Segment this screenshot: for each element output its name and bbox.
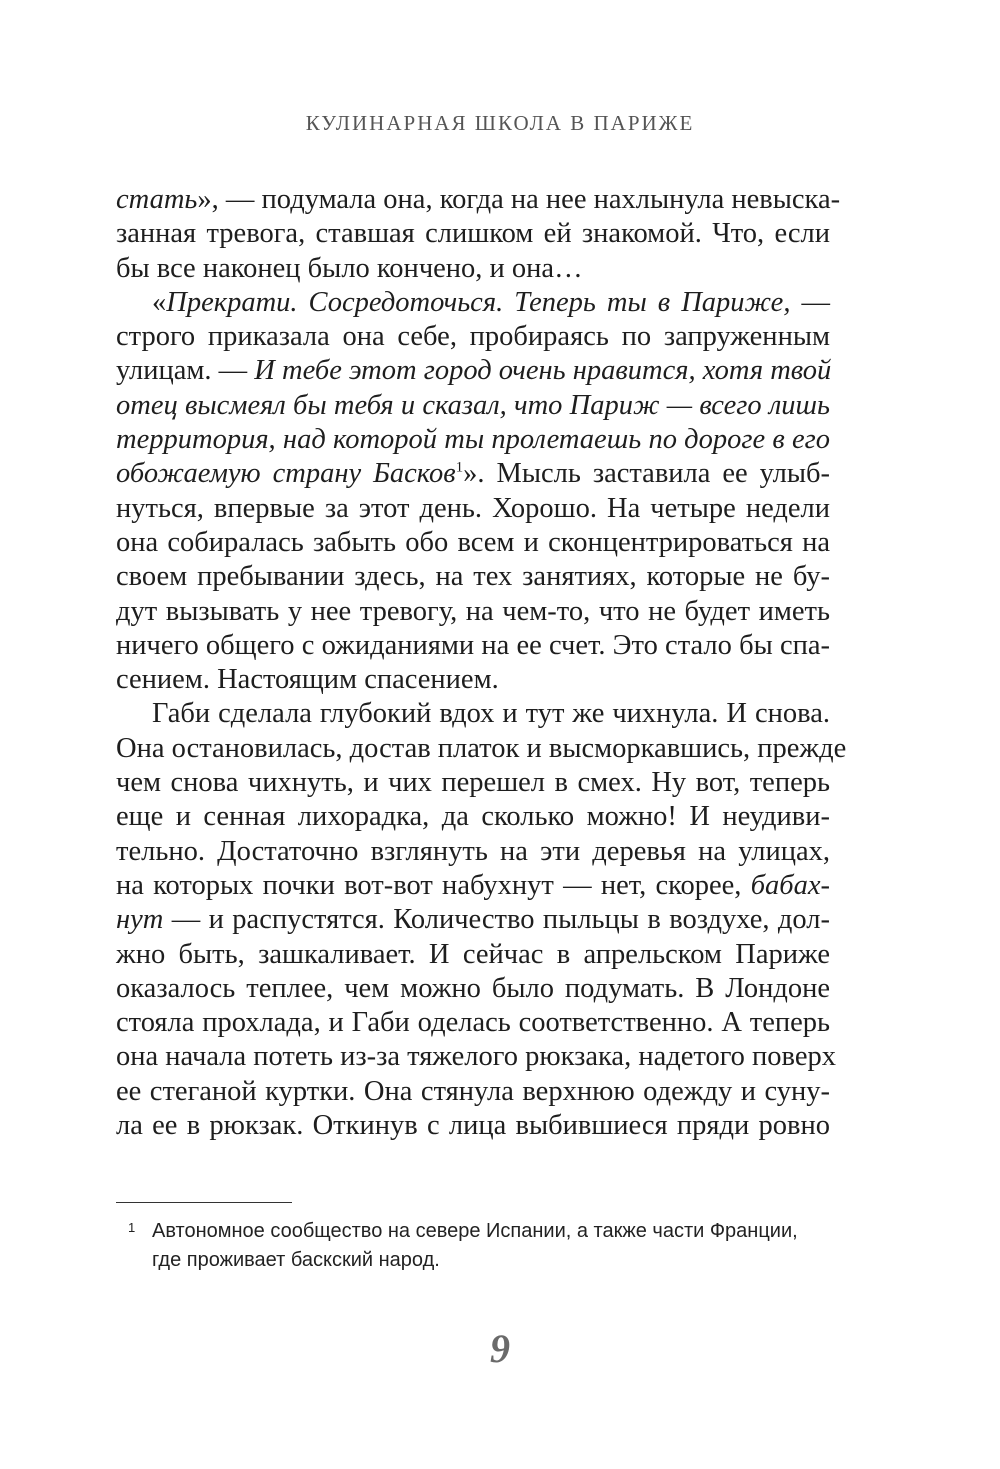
text-italic: бабах- bbox=[750, 869, 830, 901]
text-line bbox=[116, 423, 830, 457]
text-line: бы все наконец было кончено, и она… bbox=[116, 252, 583, 284]
text-line: стояла прохлада, и Габи оделась соответственно. А теперь bbox=[116, 1007, 830, 1039]
running-head: КУЛИНАРНАЯ ШКОЛА В ПАРИЖЕ bbox=[305, 111, 695, 135]
text-line: она начала потеть из-за тяжелого рюкзака, надетого поверх bbox=[116, 1041, 837, 1073]
text-italic: обожаемую страну Басков bbox=[116, 458, 456, 490]
text-line: обожаемую страну Басков$^1$». Мысль заставила ее улыб- bbox=[116, 458, 830, 490]
text-line: ничего общего с ожиданиями на ее счет. Это стало бы спа- bbox=[116, 629, 830, 661]
text-italic: Прекрати. Сосредоточься. Теперь ты в Париже, bbox=[166, 286, 791, 318]
text-line: чем снова чихнуть, и чих перешел в смех. Ну вот, теперь bbox=[116, 767, 830, 799]
footnote-ref: 1 bbox=[455, 459, 464, 476]
page-number: 9 bbox=[490, 1326, 510, 1371]
footnote-line: Автономное сообщество на севере Испании, а также части Франции, bbox=[152, 1220, 798, 1242]
text-line: Она остановилась, достав платок и высморкавшись, прежде bbox=[116, 732, 847, 764]
text-line: она собиралась забыть обо всем и сконцентрироваться на bbox=[116, 526, 830, 558]
footnote-divider bbox=[116, 1202, 292, 1203]
body-text bbox=[116, 183, 847, 1143]
text-line: тельно. Достаточно взглянуть на эти деревья на улицах, bbox=[116, 835, 830, 867]
text-line bbox=[116, 389, 830, 423]
text-line: дут вызывать у нее тревогу, на чем-то, что не будет иметь bbox=[116, 595, 830, 627]
text-italic: И тебе этот город очень нравится, хотя твой bbox=[254, 355, 832, 387]
text-line: еще и сенная лихорадка, да сколько можно! И неудиви- bbox=[116, 801, 830, 833]
text-italic: территория, над которой ты пролетаешь по дороге в его bbox=[116, 424, 830, 456]
text-italic: отец высмеял бы тебя и сказал, что Париж — всего лишь bbox=[116, 389, 830, 421]
text-line: ла ее в рюкзак. Откинув с лица выбившиеся пряди ровно bbox=[116, 1110, 830, 1142]
text-line: Габи сделала глубокий вдох и тут же чихнула. И снова. bbox=[152, 698, 830, 730]
footnote-mark: 1 bbox=[128, 1220, 136, 1235]
text-line: ее стеганой куртки. Она стянула верхнюю одежду и суну- bbox=[116, 1075, 830, 1107]
text-line: на которых почки вот-вот набухнут — нет, скорее, бабах- bbox=[116, 869, 830, 901]
text-line: занная тревога, ставшая слишком ей знакомой. Что, если bbox=[116, 218, 830, 250]
text-line: «Прекрати. Сосредоточься. Теперь ты в Париже, — bbox=[152, 286, 831, 318]
text-line: своем пребывании здесь, на тех занятиях, которые не бу- bbox=[116, 561, 830, 593]
text-line: улицам. — И тебе этот город очень нравится, хотя твой bbox=[116, 355, 832, 387]
text-italic: нут bbox=[116, 904, 164, 936]
footnote-line: где проживает баскский народ. bbox=[152, 1249, 440, 1271]
text-line: нут — и распустятся. Количество пыльцы в воздухе, дол- bbox=[116, 904, 830, 936]
footnote bbox=[116, 1217, 836, 1275]
text-line: строго приказала она себе, пробираясь по запруженным bbox=[116, 321, 830, 353]
text-line: нуться, впервые за этот день. Хорошо. На четыре недели bbox=[116, 492, 830, 524]
text-italic: стать bbox=[116, 184, 198, 215]
text-line: оказалось теплее, чем можно было подумать. В Лондоне bbox=[116, 972, 830, 1004]
text-line: жно быть, зашкаливает. И сейчас в апрельском Париже bbox=[116, 938, 830, 970]
text-line: сением. Настоящим спасением. bbox=[116, 664, 499, 696]
text-line: стать», — подумала она, когда на нее нахлынула невыска- bbox=[116, 184, 841, 215]
